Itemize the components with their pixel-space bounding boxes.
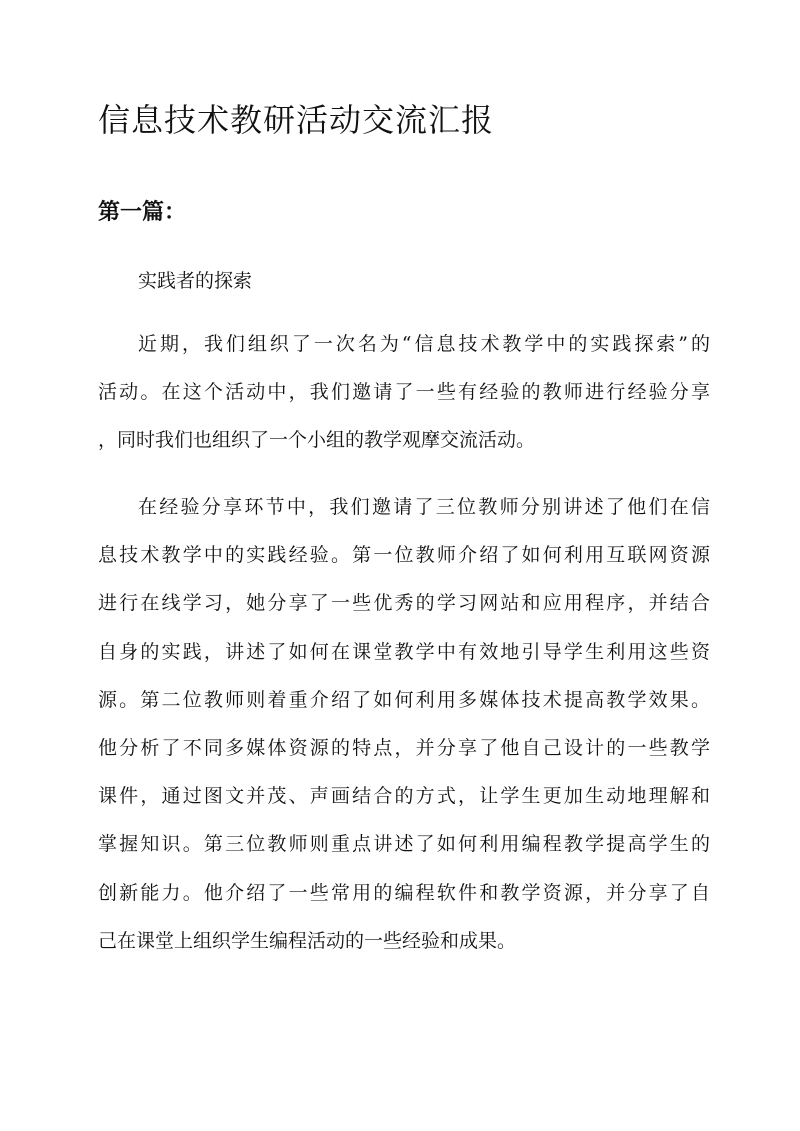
paragraph-line: 源。第二位教师则着重介绍了如何利用多媒体技术提高教学效果。 — [98, 688, 710, 711]
paragraph-line: 息技术教学中的实践经验。第一位教师介绍了如何利用互联网资源 — [98, 544, 710, 567]
paragraph-line: 课件，通过图文并茂、声画结合的方式，让学生更加生动地理解和 — [98, 785, 710, 808]
paragraph-line: 进行在线学习，她分享了一些优秀的学习网站和应用程序，并结合 — [98, 592, 710, 615]
section-heading: 第一篇： — [98, 199, 187, 225]
paragraph-intro — [98, 320, 710, 465]
paragraph-line: 创新能力。他介绍了一些常用的编程软件和教学资源，并分享了自 — [98, 881, 710, 904]
paragraph-line: ，同时我们也组织了一个小组的教学观摩交流活动。 — [98, 429, 536, 452]
paragraph-line: 在经验分享环节中，我们邀请了三位教师分别讲述了他们在信 — [138, 496, 710, 518]
paragraph-experience-sharing — [98, 483, 710, 965]
paragraph-line: 近期，我们组织了一次名为“信息技术教学中的实践探索”的 — [138, 333, 710, 355]
document-title: 信息技术教研活动交流汇报 — [98, 101, 495, 139]
paragraph-line: 掌握知识。第三位教师则重点讲述了如何利用编程教学提高学生的 — [98, 833, 710, 856]
paragraph-line: 己在课堂上组织学生编程活动的一些经验和成果。 — [98, 929, 517, 952]
section-subtitle: 实践者的探索 — [138, 270, 253, 292]
paragraph-line: 活动。在这个活动中，我们邀请了一些有经验的教师进行经验分享 — [98, 381, 710, 404]
paragraph-line: 自身的实践，讲述了如何在课堂教学中有效地引导学生利用这些资 — [98, 640, 710, 663]
paragraph-line: 他分析了不同多媒体资源的特点，并分享了他自己设计的一些教学 — [98, 736, 710, 759]
